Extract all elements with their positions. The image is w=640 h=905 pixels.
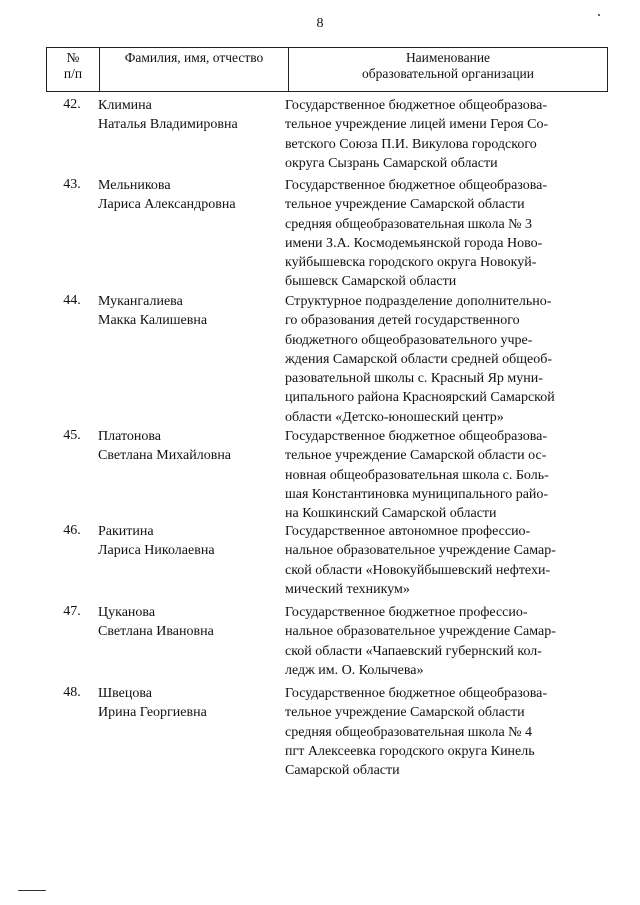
org-line: нальное образовательное учреждение Самар- bbox=[285, 543, 556, 559]
org-line: ской области «Новокуйбышевский нефтехи- bbox=[285, 562, 551, 578]
given-names: Ирина Георгиевна bbox=[98, 705, 207, 720]
organization-name bbox=[285, 176, 577, 292]
org-line: тельное учреждение Самарской области bbox=[285, 705, 525, 721]
header-number-column bbox=[47, 48, 100, 92]
row-number: 44. bbox=[63, 293, 81, 308]
org-line: Государственное бюджетное общеобразова- bbox=[285, 686, 548, 701]
org-line: шая Константиновка муниципального райо- bbox=[285, 486, 549, 502]
org-line: бюджетного общеобразовательного учре- bbox=[285, 332, 533, 348]
organization-name bbox=[285, 603, 577, 680]
surname: Швецова bbox=[98, 686, 152, 701]
org-line: нальное образовательное учреждение Самар- bbox=[285, 624, 556, 640]
org-line: Самарской области bbox=[285, 763, 400, 779]
given-names: Макка Калишевна bbox=[98, 313, 208, 328]
given-names: Светлана Ивановна bbox=[98, 624, 214, 639]
surname: Мукангалиева bbox=[98, 294, 183, 309]
org-line: Государственное бюджетное общеобразова- bbox=[285, 429, 548, 444]
person-name bbox=[98, 176, 278, 214]
org-line: мический техникум» bbox=[285, 581, 410, 597]
scan-speck bbox=[598, 14, 600, 16]
row-number: 47. bbox=[63, 604, 81, 619]
org-line: го образования детей государственного bbox=[285, 313, 520, 329]
org-line: на Кошкинский Самарской области bbox=[285, 506, 497, 522]
surname: Ракитина bbox=[98, 524, 154, 539]
row-number: 45. bbox=[63, 428, 81, 443]
org-line: имени З.А. Космодемьянской города Ново- bbox=[285, 235, 543, 251]
org-line: ской области «Чапаевский губернский кол- bbox=[285, 643, 542, 659]
row-number: 48. bbox=[63, 685, 81, 700]
table-header bbox=[46, 47, 608, 92]
org-line: тельное учреждение Самарской области bbox=[285, 197, 525, 213]
given-names: Светлана Михайловна bbox=[98, 448, 232, 463]
organization-name bbox=[285, 96, 577, 173]
org-line: ледж им. О. Колычева» bbox=[285, 662, 424, 678]
surname: Климина bbox=[98, 98, 152, 113]
org-line: Государственное бюджетное профессио- bbox=[285, 605, 528, 620]
surname: Платонова bbox=[98, 429, 162, 444]
page-number: 8 bbox=[316, 16, 324, 31]
org-line: Государственное бюджетное общеобразова- bbox=[285, 178, 548, 193]
row-number: 42. bbox=[63, 97, 81, 112]
organization-name bbox=[285, 522, 577, 599]
row-number: 46. bbox=[63, 523, 81, 538]
given-names: Лариса Александровна bbox=[98, 197, 236, 212]
organization-name bbox=[285, 427, 577, 523]
header-org-label-1: Наименование bbox=[405, 50, 491, 65]
org-line: области «Детско-юношеский центр» bbox=[285, 409, 504, 425]
org-line: бышевск Самарской области bbox=[285, 274, 457, 290]
header-org-label-2: образовательной организации bbox=[361, 66, 535, 81]
person-name bbox=[98, 292, 278, 330]
surname: Мельникова bbox=[98, 178, 171, 193]
header-name-column bbox=[100, 48, 289, 92]
org-line: разовательной школы с. Красный Яр муни- bbox=[285, 371, 543, 387]
scan-artifact-line bbox=[18, 890, 46, 891]
org-line: средняя общеобразовательная школа № 4 bbox=[285, 724, 533, 740]
org-line: ждения Самарской области средней общеоб- bbox=[285, 351, 553, 367]
person-name bbox=[98, 427, 278, 465]
organization-name bbox=[285, 292, 577, 427]
given-names: Лариса Николаевна bbox=[98, 543, 215, 558]
given-names: Наталья Владимировна bbox=[98, 117, 238, 132]
org-line: тельное учреждение лицей имени Героя Со- bbox=[285, 117, 549, 133]
org-line: ветского Союза П.И. Викулова городского bbox=[285, 136, 537, 152]
person-name bbox=[98, 522, 278, 560]
header-org-column bbox=[289, 48, 608, 92]
person-name bbox=[98, 603, 278, 641]
header-number-symbol: № bbox=[66, 50, 80, 65]
org-line: Государственное бюджетное общеобразова- bbox=[285, 98, 548, 113]
header-name-label: Фамилия, имя, отчество bbox=[124, 50, 264, 65]
header-number-abbr: п/п bbox=[63, 66, 83, 81]
surname: Цуканова bbox=[98, 605, 156, 620]
org-line: средняя общеобразовательная школа № 3 bbox=[285, 216, 533, 232]
person-name bbox=[98, 96, 278, 134]
row-number: 43. bbox=[63, 177, 81, 192]
org-line: Структурное подразделение дополнительно- bbox=[285, 294, 552, 309]
person-name bbox=[98, 684, 278, 722]
org-line: ципального района Красноярский Самарской bbox=[285, 390, 555, 406]
organization-name bbox=[285, 684, 577, 780]
org-line: куйбышевска городского округа Новокуй- bbox=[285, 255, 537, 271]
org-line: пгт Алексеевка городского округа Кинель bbox=[285, 743, 535, 759]
org-line: округа Сызрань Самарской области bbox=[285, 155, 498, 171]
org-line: Государственное автономное профессио- bbox=[285, 524, 531, 539]
org-line: тельное учреждение Самарской области ос- bbox=[285, 448, 547, 464]
org-line: новная общеобразовательная школа с. Боль- bbox=[285, 467, 549, 483]
